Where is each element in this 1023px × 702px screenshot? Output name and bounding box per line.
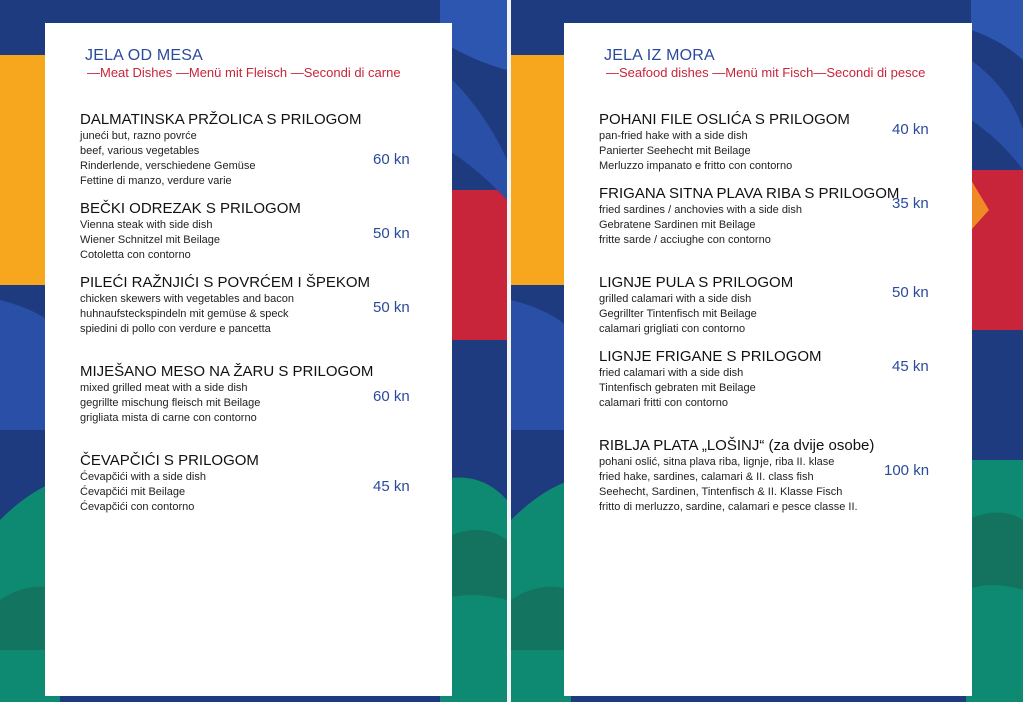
dish-description: Rinderlende, verschiedene Gemüse [80,160,256,172]
section-title: JELA IZ MORA [604,47,715,64]
dish-description: fritto di merluzzo, sardine, calamari e pesce classe II. [599,501,858,513]
menu-item [599,185,899,248]
dish-description: huhnaufsteckspindeln mit gemüse & speck [80,308,289,320]
dish-description: beef, various vegetables [80,145,200,157]
dish-description: calamari fritti con contorno [599,397,728,409]
menu-card [564,23,972,696]
dish-description: Gebratene Sardinen mit Beilage [599,219,756,231]
menu-card [45,23,452,696]
dish-description: gegrillte mischung fleisch mit Beilage [80,397,261,409]
menu-page-seafood [511,0,1023,702]
dish-description: Fettine di manzo, verdure varie [80,175,232,187]
dish-description: grilled calamari with a side dish [599,293,752,305]
dish-description: grigliata mista di carne con contorno [80,412,257,424]
dish-name: MIJEŠANO MESO NA ŽARU S PRILOGOM [80,363,374,380]
dish-name: PILEĆI RAŽNJIĆI S POVRĆEM I ŠPEKOM [80,274,371,291]
menu-item [80,363,373,426]
menu-item [80,452,259,515]
dish-description: Gegrillter Tintenfisch mit Beilage [599,308,757,320]
dish-description: Ćevapčići with a side dish [80,471,206,483]
dish-price: 45 kn [373,478,410,495]
menu-item [80,200,301,263]
dish-description: Tintenfisch gebraten mit Beilage [599,382,756,394]
dish-name: RIBLJA PLATA „LOŠINJ“ (za dvije osobe) [599,437,875,454]
menu-item [599,348,822,411]
dish-description: fried calamari with a side dish [599,367,744,379]
dish-description: fritte sarde / acciughe con contorno [599,234,771,246]
dish-description: pohani oslić, sitna plava riba, lignje, riba II. klase [599,456,835,468]
menu-item [599,111,850,174]
menu-item [80,111,361,189]
dish-description: Ćevapčići con contorno [80,501,195,513]
dish-name: FRIGANA SITNA PLAVA RIBA S PRILOGOM [599,185,900,202]
dish-price: 60 kn [373,151,410,168]
dish-description: pan-fried hake with a side dish [599,130,748,142]
dish-description: Seehecht, Sardinen, Tintenfisch & II. Klasse Fisch [599,486,843,498]
dish-price: 50 kn [373,225,410,242]
dish-description: calamari grigliati con contorno [599,323,746,335]
dish-price: 50 kn [373,299,410,316]
menu-item [599,437,874,515]
menu-item [599,274,793,337]
dish-price: 40 kn [892,121,929,138]
dish-name: POHANI FILE OSLIĆA S PRILOGOM [599,111,850,128]
dish-description: Vienna steak with side dish [80,219,213,231]
section-title: JELA OD MESA [85,47,203,64]
menu-item [80,274,370,337]
dish-description: spiedini di pollo con verdure e pancetta [80,323,271,335]
menu-page-meat [0,0,507,702]
dish-name: DALMATINSKA PRŽOLICA S PRILOGOM [80,111,362,128]
section-subtitle: —Meat Dishes —Menü mit Fleisch —Secondi di carne [87,65,401,80]
dish-price: 100 kn [884,462,930,479]
dish-name: BEČKI ODREZAK S PRILOGOM [80,200,301,217]
dish-name: LIGNJE FRIGANE S PRILOGOM [599,348,822,365]
dish-price: 60 kn [373,388,410,405]
dish-description: juneći but, razno povrće [80,130,197,142]
dish-description: mixed grilled meat with a side dish [80,382,248,394]
dish-price: 35 kn [892,195,929,212]
dish-description: Merluzzo impanato e fritto con contorno [599,160,793,172]
dish-description: Cotoletta con contorno [80,249,191,261]
dish-name: LIGNJE PULA S PRILOGOM [599,274,794,291]
dish-description: Panierter Seehecht mit Beilage [599,145,751,157]
dish-description: fried hake, sardines, calamari & II. class fish [599,471,814,483]
dish-description: Wiener Schnitzel mit Beilage [80,234,221,246]
dish-description: chicken skewers with vegetables and bacon [80,293,295,305]
dish-description: fried sardines / anchovies with a side dish [599,204,802,216]
dish-price: 45 kn [892,358,929,375]
dish-name: ČEVAPČIĆI S PRILOGOM [80,452,259,469]
section-subtitle: —Seafood dishes —Menü mit Fisch—Secondi di pesce [606,65,926,80]
dish-description: Ćevapčići mit Beilage [80,486,186,498]
dish-price: 50 kn [892,284,929,301]
